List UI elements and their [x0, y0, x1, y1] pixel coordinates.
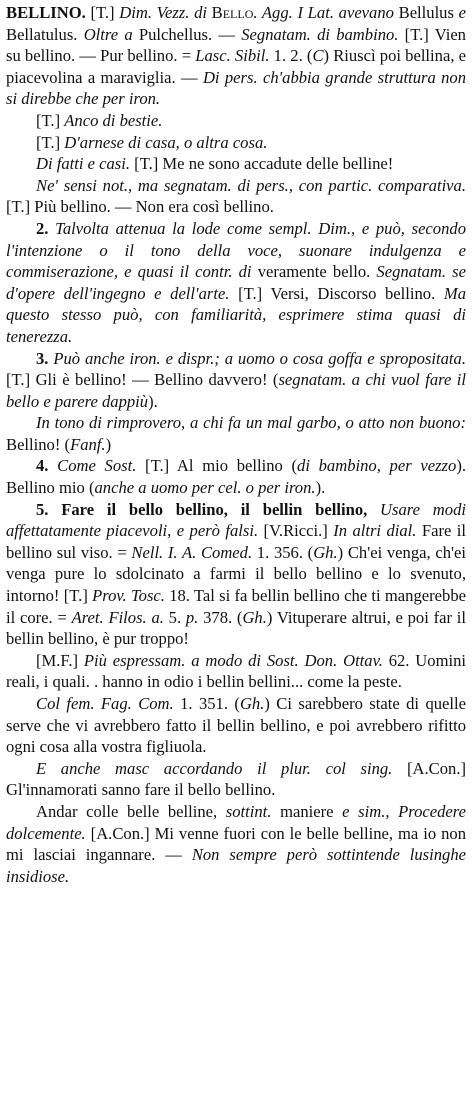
text-run: 378. (: [198, 607, 243, 627]
headword: BELLINO.: [6, 3, 86, 22]
text-run: Bellatulus.: [6, 24, 84, 44]
text-run: [T.]: [85, 3, 120, 22]
text-run: [T.] Al mio bellino (: [136, 456, 298, 476]
text-run: e: [458, 3, 466, 22]
text-run: D'arnese di casa, o altra cosa.: [64, 132, 268, 152]
text-run: Segnatam. di bambino.: [241, 24, 399, 44]
text-run: Di fatti e casi.: [36, 154, 131, 174]
text-run: [M.F.]: [36, 650, 84, 670]
dictionary-entry-bellino: [6, 2, 466, 887]
text-run: Fanf.: [70, 434, 106, 454]
text-run: ) Riuscì poi bellina, e piacevolina a maraviglia. —: [6, 46, 467, 87]
text-run: Dim. Vezz. di: [119, 3, 212, 22]
entry-paragraph-p3: [6, 132, 466, 154]
text-run: sottint.: [225, 801, 272, 821]
text-run: Segnatam. se d'opere dell'ingegno e dell'arte.: [6, 262, 466, 303]
text-run: Nell. I. A. Comed.: [131, 542, 253, 562]
entry-paragraph-p5: [6, 175, 466, 218]
text-run: 3.: [36, 348, 49, 368]
text-run: segnatam. a chi vuol fare il bello e parere dappiù: [6, 370, 466, 411]
entry-paragraph-p11: [6, 650, 466, 693]
text-run: 18. Tal si fa bellin bellino che ti mangerebbe il core. =: [6, 586, 466, 627]
text-run: [T.] Gli è bellino! — Bellino davvero! (: [6, 370, 279, 390]
text-run: 1. 351. (: [173, 694, 240, 713]
text-run: [T.] Versi, Discorso bellino.: [229, 283, 444, 303]
entry-paragraph-p12: [6, 693, 466, 758]
entry-paragraph-p14: [6, 801, 466, 887]
text-run: Come Sost.: [48, 456, 137, 476]
text-run: Bellino! (: [6, 434, 71, 454]
text-run: maniere: [271, 801, 343, 821]
text-run: [A.Con.] Mi venne fuori con le belle belline, ma io non mi lasciai ingannare. —: [6, 823, 466, 865]
text-run: Bello: [211, 3, 254, 22]
text-run: E anche masc accordando il plur. col sing.: [36, 758, 393, 778]
text-run: 1. 2. (: [269, 46, 313, 66]
text-run: Bellulus: [398, 3, 459, 22]
text-run: Fare il bellino sul viso. =: [6, 521, 466, 562]
text-run: veramente bello.: [257, 262, 377, 282]
entry-paragraph-p13: [6, 758, 466, 801]
text-run: [T.] Vien su bellino. — Pur bellino. =: [6, 24, 466, 66]
text-run: Gh.: [313, 542, 338, 562]
text-run: [T.]: [36, 110, 65, 130]
entry-paragraph-p2: [6, 110, 466, 132]
text-run: di bambino, per vezzo: [297, 456, 457, 476]
text-run: In altri dial.: [333, 521, 417, 541]
entry-paragraph-p10: [6, 499, 466, 650]
text-run: Oltre a: [83, 24, 139, 44]
text-run: C: [312, 46, 324, 66]
text-run: ) Vituperare altrui, e poi far il bellin bellino, è pur troppo!: [6, 607, 466, 649]
text-run: Usare modi affettatamente piacevoli, e però falsi.: [6, 499, 466, 541]
text-run: Col fem. Fag. Com.: [36, 694, 174, 713]
text-run: 62. Uomini reali, i quali. . hanno in odio i bellin bellini... come la peste.: [6, 650, 467, 692]
text-run: Andar colle belle belline,: [36, 801, 226, 821]
text-run: Anco di bestie.: [64, 110, 163, 130]
text-run: Ne' sensi not., ma segnatam. di pers., con partic. comparativa.: [36, 175, 466, 195]
text-run: Gh.: [242, 607, 267, 627]
text-run: Pulchellus. —: [138, 24, 242, 44]
text-run: ).: [315, 478, 326, 498]
text-run: ): [105, 434, 112, 454]
text-run: [T.] Me ne sono accadute delle belline!: [130, 154, 394, 174]
text-run: [T.] Più bellino. — Non era così bellino.: [6, 197, 274, 217]
text-run: 5. Fare il bello bellino, il bellin bellino,: [36, 499, 368, 519]
text-run: Non sempre però sottintende lusinghe insidiose.: [6, 845, 466, 886]
entry-paragraph-p9: [6, 455, 466, 498]
text-run: . Agg. I Lat. avevano: [253, 3, 399, 22]
text-run: p.: [185, 607, 199, 627]
entry-paragraph-p6: [6, 218, 466, 348]
text-run: Più espressam. a modo di Sost. Don. Ottav.: [83, 650, 383, 670]
entry-paragraph-p4: [6, 153, 466, 175]
text-run: [A.Con.] Gl'innamorati sanno fare il bello bellino.: [6, 758, 466, 800]
text-run: [V.Ricci.]: [258, 521, 334, 541]
text-run: Aret. Filos. a.: [71, 607, 164, 627]
text-run: Può anche iron. e dispr.; a uomo o cosa goffa e spropositata.: [48, 348, 466, 368]
text-run: ) Ch'ei venga, ch'ei venga pure lo sdolcinato a farmi il bello bellino e lo svenuto, intorno! [T.]: [6, 542, 466, 606]
text-run: Lasc. Sibil.: [195, 46, 270, 66]
text-run: Gh.: [239, 694, 265, 713]
text-run: Ma questo stesso può, con familiarità, esprimere stima quasi di tenerezza.: [6, 283, 466, 346]
text-run: e sim., Procedere dolcemente.: [6, 801, 467, 843]
text-run: ). Bellino mio (: [6, 456, 466, 498]
text-run: anche a uomo per cel. o per iron.: [94, 478, 316, 498]
entry-paragraph-p8: [6, 412, 466, 455]
text-run: Di pers. ch'abbia grande struttura non si direbbe che per iron.: [6, 67, 466, 109]
text-run: Prov. Tosc.: [92, 586, 165, 606]
entry-paragraph-p7: [6, 348, 466, 413]
text-run: [T.]: [36, 132, 65, 152]
text-run: In tono di rimprovero, a chi fa un mal garbo, o atto non buono:: [36, 413, 466, 433]
text-run: 5.: [163, 607, 186, 627]
text-run: Talvolta attenua la lode come sempl. Dim., e può, secondo l'intenzione o il tono della voce, suonare indulgenza e commiserazione, e quasi il contr. di: [6, 218, 466, 282]
text-run: 4.: [36, 456, 49, 476]
text-run: 1. 356. (: [252, 542, 314, 562]
text-run: ) Ci sarebbero state di quelle serve che vi avrebbero fatto il bellin bellino, e poi avrebbero rifitto ogni cosa alla vostra figliuola.: [6, 694, 466, 757]
entry-paragraph-p1: [6, 2, 466, 110]
text-run: 2.: [36, 218, 49, 238]
text-run: ).: [148, 391, 158, 411]
